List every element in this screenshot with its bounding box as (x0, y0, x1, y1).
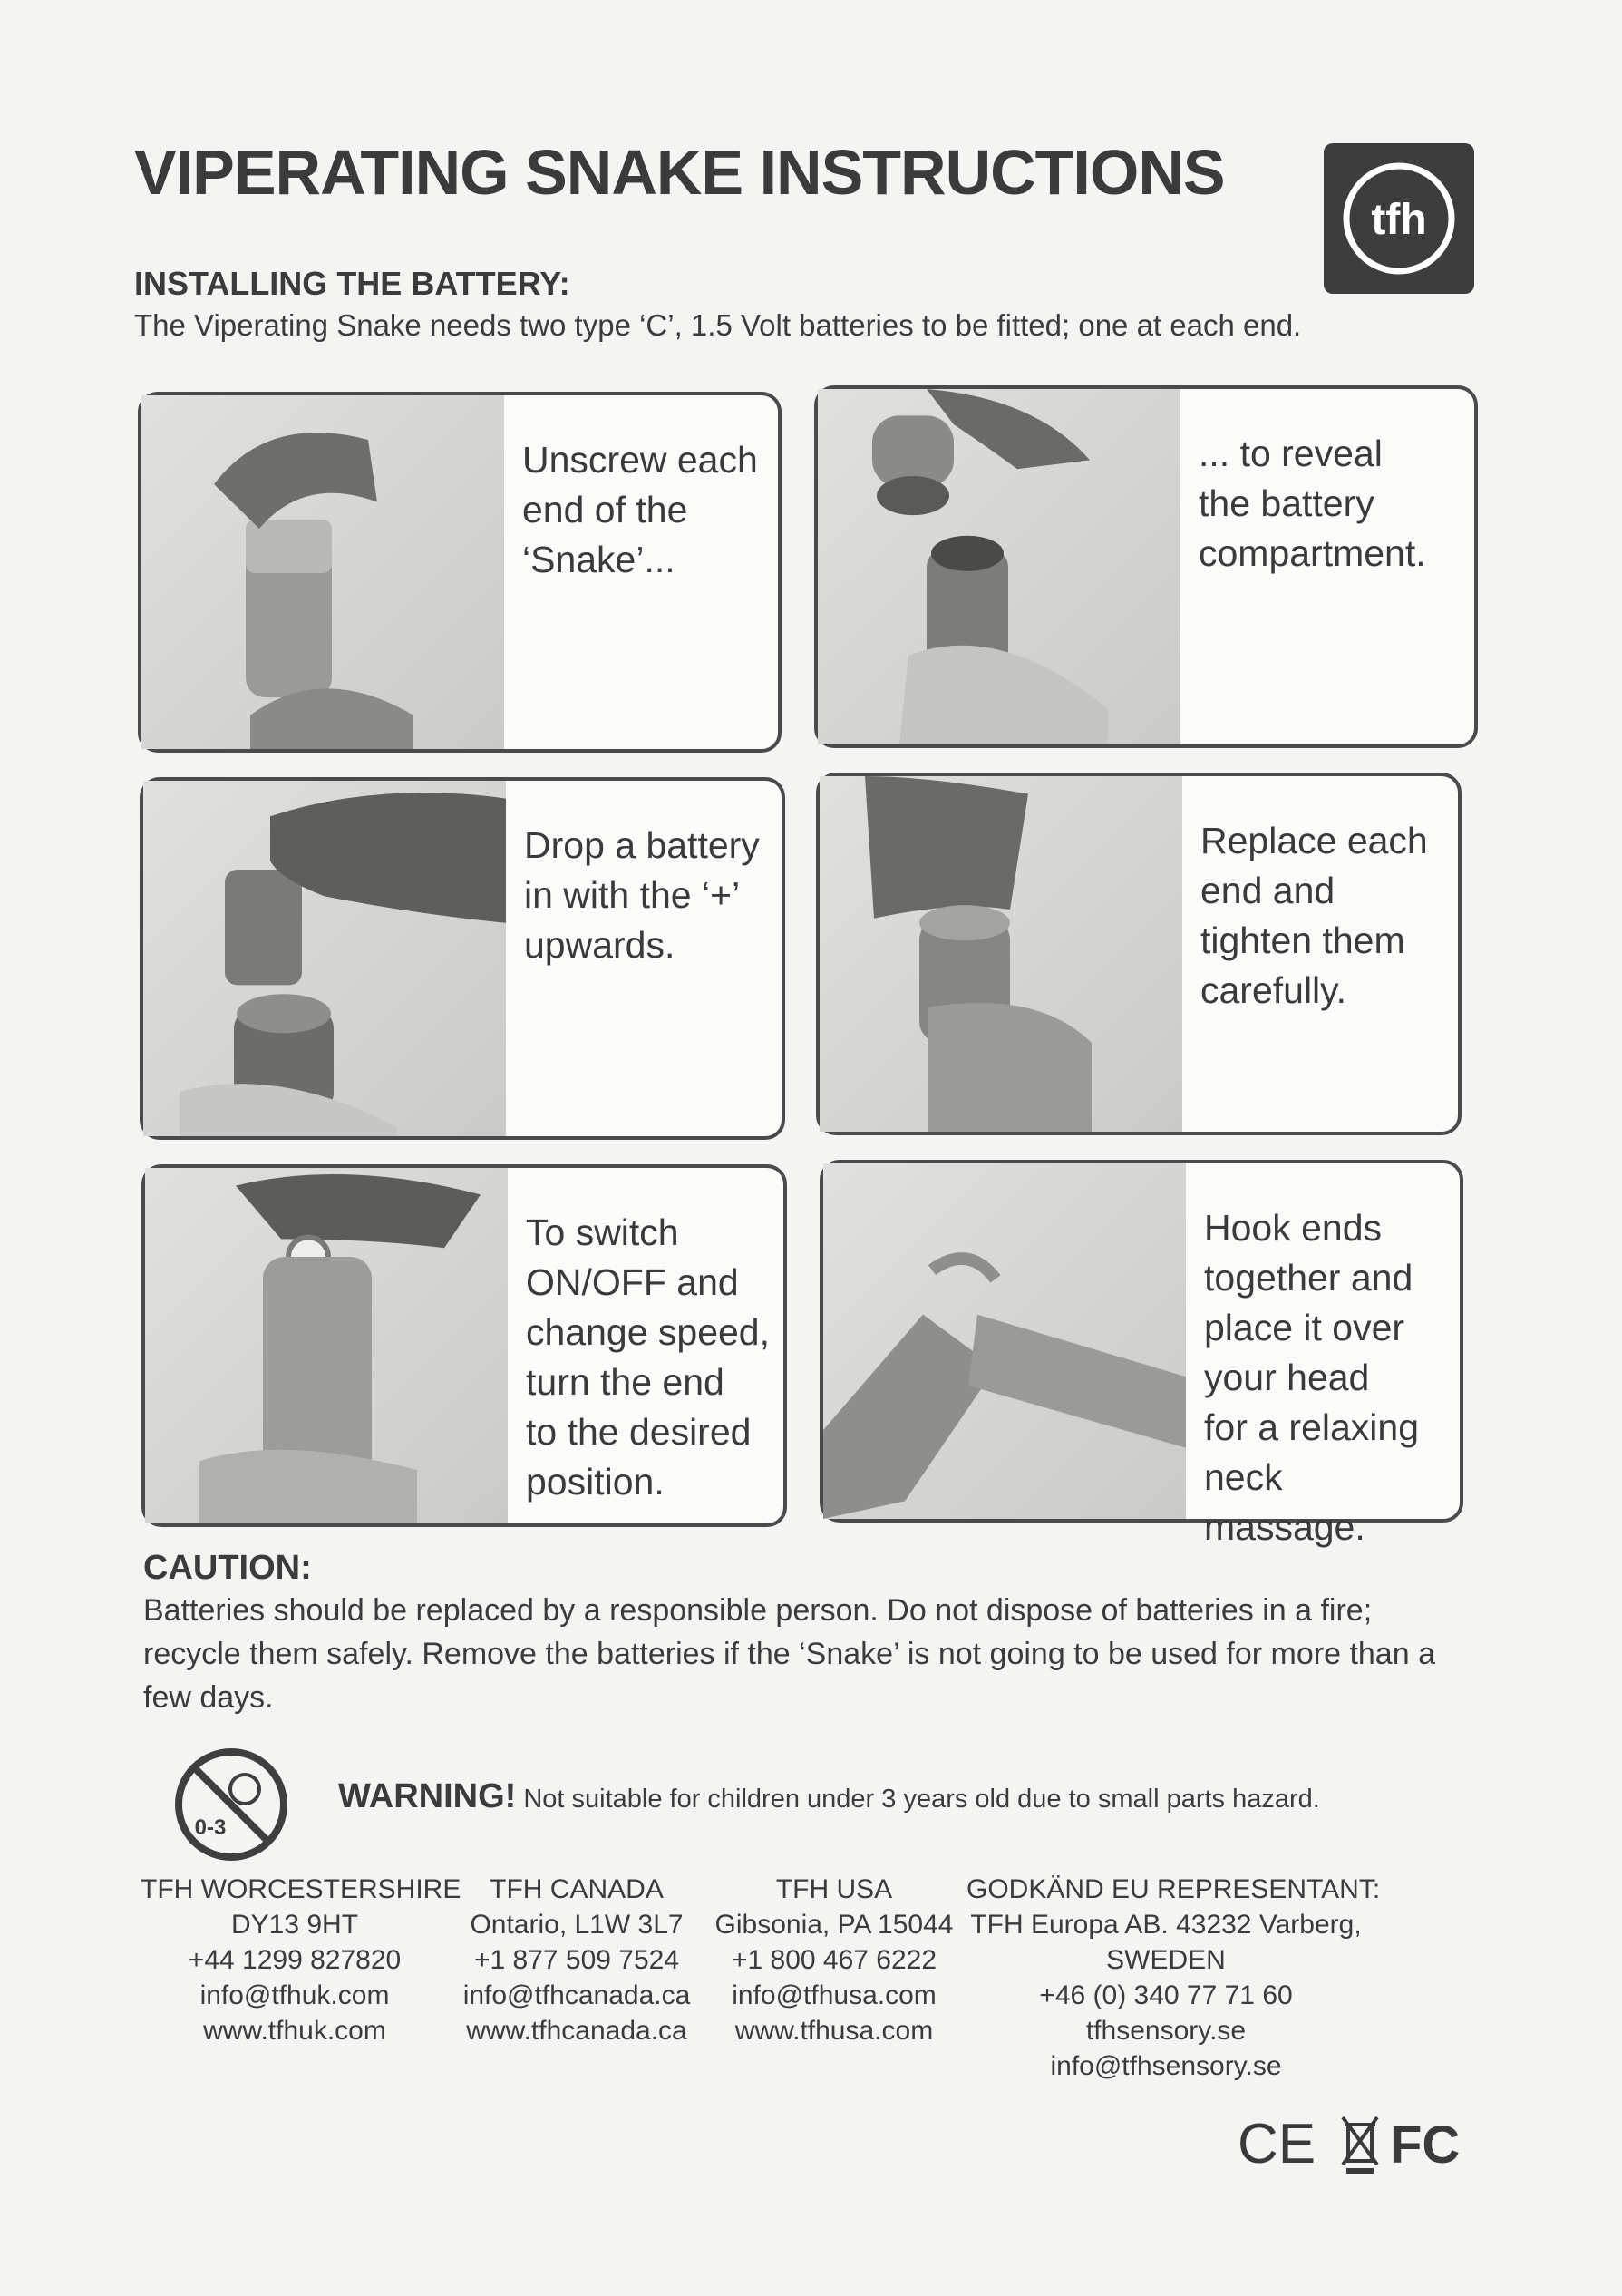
no-under-3-icon (172, 1746, 290, 1863)
contact-line: www.tfhuk.com (203, 2016, 386, 2046)
contact-line: Ontario, L1W 3L7 (470, 1910, 684, 1940)
contact-line: +1 800 467 6222 (731, 1945, 937, 1975)
step-line: Drop a battery (524, 824, 760, 866)
contact-line: TFH WORCESTERSHIRE (141, 1874, 461, 1904)
contact-line: SWEDEN (1106, 1945, 1226, 1975)
contact-line: GODKÄND EU REPRESENTANT: (966, 1874, 1381, 1904)
battery-section-intro: The Viperating Snake needs two type ‘C’, 1.5 Volt batteries to be fitted; one at each end. (134, 308, 1302, 342)
caution-text: Batteries should be replaced by a responsible person. Do not dispose of batteries in a fire; recycle them safely. Remove the batteries if the ‘Snake’ is not going to be used for more than a few days. (143, 1593, 1435, 1715)
contact-line: tfhsensory.se (1085, 2016, 1247, 2046)
step-panel-1 (138, 392, 782, 753)
step-text-1 (522, 435, 765, 585)
step-line: ‘Snake’... (522, 539, 675, 580)
contact-line: TFH CANADA (490, 1874, 664, 1904)
contact-line: www.tfhusa.com (734, 2016, 934, 2046)
contact-line: +44 1299 827820 (188, 1945, 402, 1975)
step-line: end of the (522, 489, 688, 530)
step-line: Unscrew each (522, 439, 758, 481)
step-line: Replace each (1200, 820, 1428, 861)
step-line: carefully. (1200, 969, 1347, 1011)
page-title: VIPERATING SNAKE INSTRUCTIONS (134, 137, 1225, 208)
dropping-battery-photo (143, 781, 506, 1136)
step-line: neck massage. (1204, 1456, 1365, 1548)
step-line: position. (526, 1461, 665, 1503)
compliance-marks (1238, 2108, 1464, 2175)
fc-mark: FC (1390, 2116, 1461, 2174)
contact-eu (966, 1872, 1381, 2084)
contact-uk (141, 1872, 461, 2048)
step-line: tighten them (1200, 919, 1405, 961)
warning-text: Not suitable for children under 3 years old due to small parts hazard. (523, 1785, 1320, 1814)
caution-heading: CAUTION: (143, 1549, 312, 1587)
tightening-end-photo (820, 776, 1182, 1132)
contact-line: info@tfhsensory.se (1050, 2051, 1282, 2081)
contact-line: www.tfhcanada.ca (466, 2016, 687, 2046)
contact-line: info@tfhcanada.ca (462, 1980, 691, 2010)
switch-speed-photo (145, 1168, 508, 1523)
step-text-3 (524, 821, 769, 970)
warning-line (338, 1777, 1320, 1816)
tfh-logo (1324, 143, 1474, 294)
step-line: ON/OFF and (526, 1261, 739, 1303)
ce-mark: CE (1238, 2113, 1316, 2175)
step-line: your head (1204, 1357, 1370, 1398)
step-panel-4 (816, 773, 1462, 1135)
step-line: together and (1204, 1257, 1413, 1299)
step-panel-5 (141, 1164, 787, 1527)
contact-line: +1 877 509 7524 (473, 1945, 680, 1975)
step-line: turn the end (526, 1361, 724, 1403)
hooked-ends-photo (823, 1163, 1186, 1519)
step-line: To switch (526, 1211, 679, 1253)
step-line: end and (1200, 870, 1335, 911)
battery-section-heading: INSTALLING THE BATTERY: (134, 265, 570, 302)
contact-usa (712, 1872, 957, 2048)
step-text-5 (526, 1208, 771, 1507)
step-text-4 (1200, 816, 1445, 1016)
step-text-2 (1199, 429, 1462, 579)
step-panel-2 (814, 385, 1478, 748)
contact-line: TFH USA (775, 1874, 893, 1904)
contact-line: info@tfhusa.com (732, 1980, 937, 2010)
step-line: for a relaxing (1204, 1406, 1420, 1448)
step-line: compartment. (1199, 532, 1426, 574)
step-line: upwards. (524, 924, 675, 966)
step-panel-3 (140, 777, 785, 1140)
warning-label: WARNING! (338, 1777, 517, 1815)
step-line: place it over (1204, 1307, 1405, 1348)
contact-line: Gibsonia, PA 15044 (714, 1910, 954, 1940)
logo-text: tfh (1371, 196, 1427, 244)
weee-bin-icon (1343, 2117, 1377, 2174)
contact-canada (451, 1872, 703, 2048)
hand-unscrewing-end-photo (141, 395, 504, 749)
step-text-6 (1204, 1203, 1447, 1552)
step-line: in with the ‘+’ (524, 874, 741, 916)
step-line: to the desired (526, 1411, 752, 1453)
step-panel-6 (820, 1160, 1463, 1548)
step-line: change speed, (526, 1311, 771, 1353)
step-line: Hook ends (1204, 1207, 1383, 1249)
step-line: ... to reveal (1199, 433, 1383, 474)
contact-line: +46 (0) 340 77 71 60 (1039, 1980, 1293, 2010)
age-label: 0-3 (194, 1815, 227, 1840)
contact-line: info@tfhuk.com (199, 1980, 390, 2010)
battery-compartment-photo (818, 389, 1180, 744)
contact-line: DY13 9HT (230, 1910, 359, 1940)
step-line: the battery (1199, 482, 1374, 524)
contact-line: TFH Europa AB. 43232 Varberg, (970, 1910, 1362, 1940)
